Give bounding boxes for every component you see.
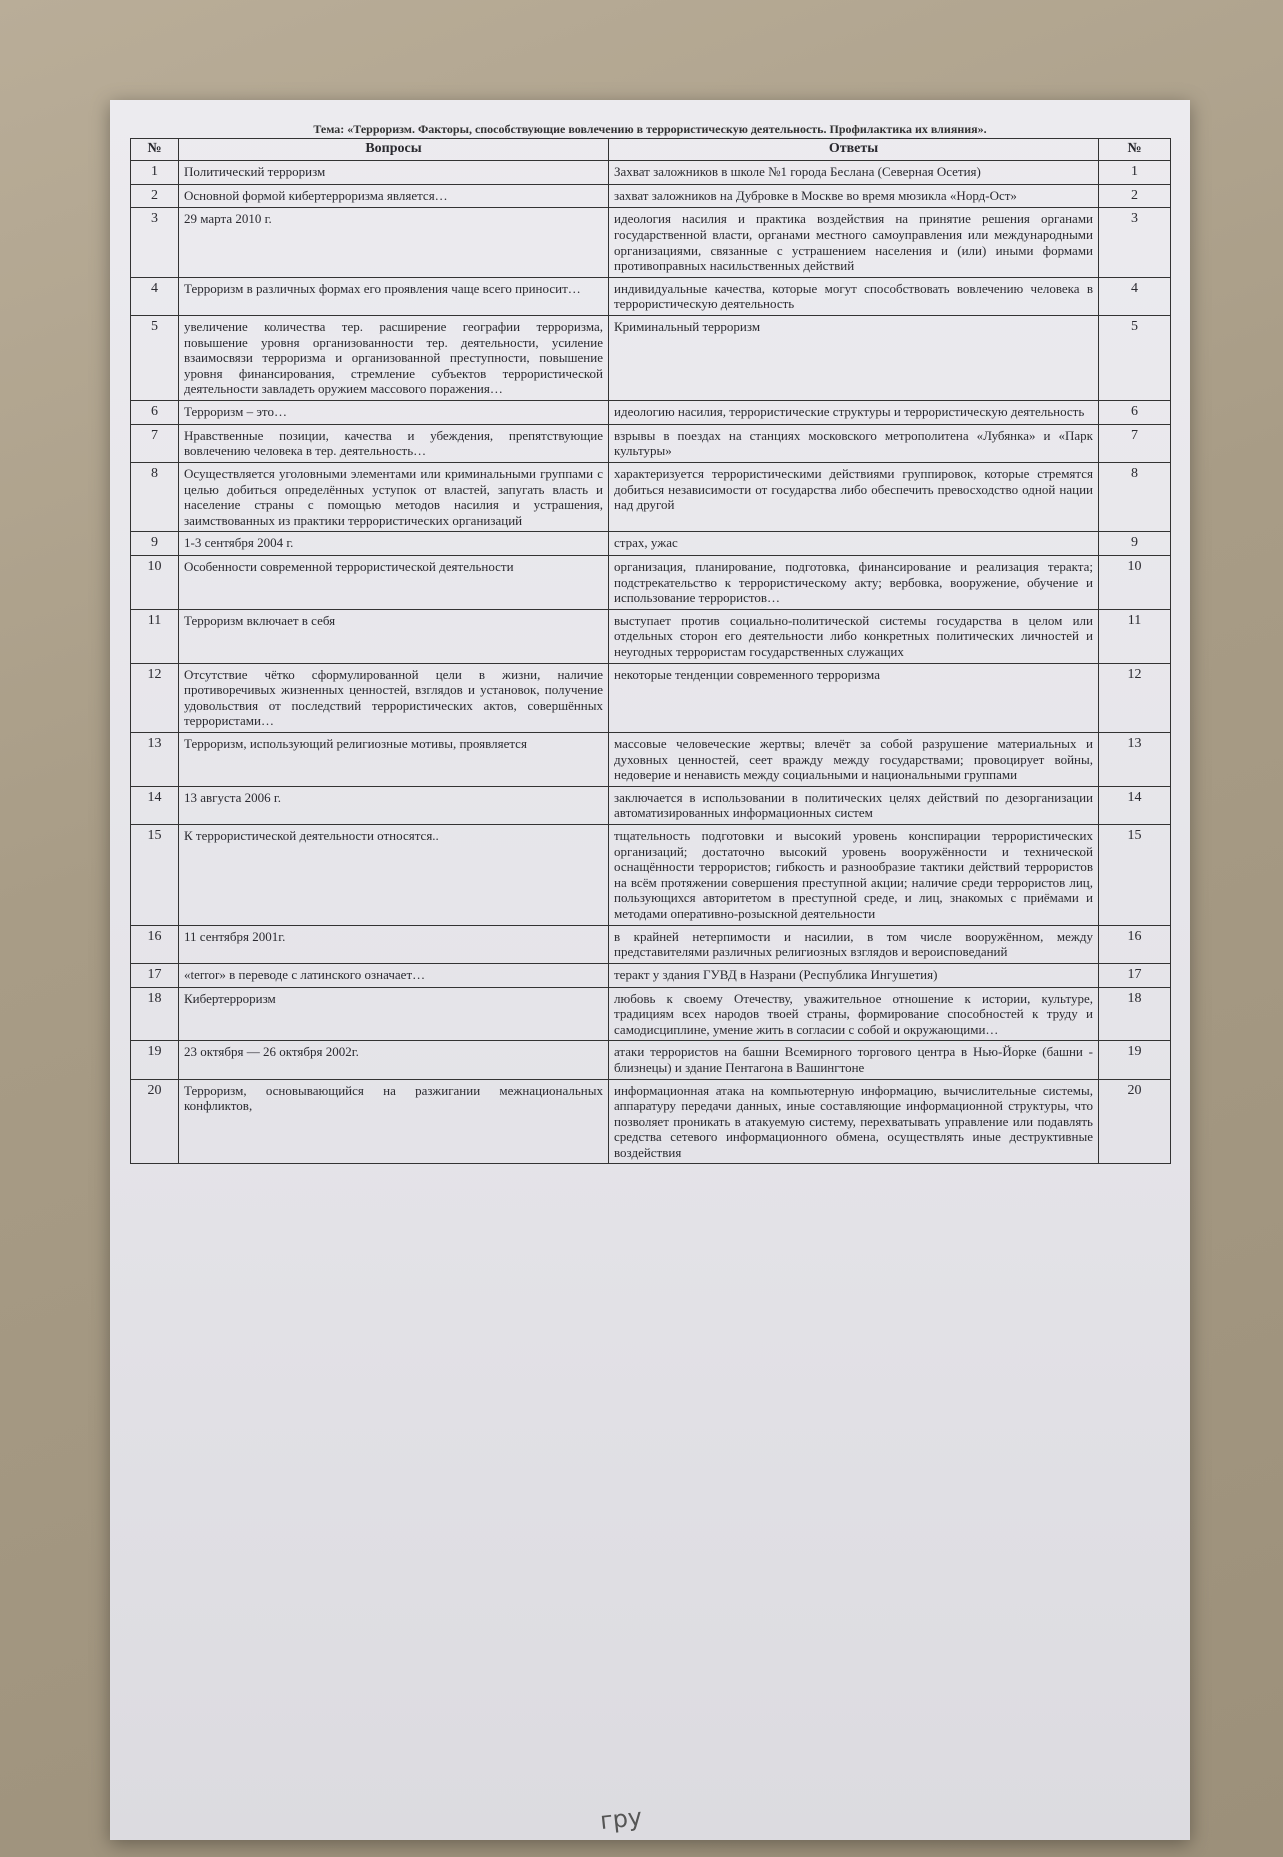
handwritten-scribble: гру [598,1802,644,1836]
answer-text: захват заложников на Дубровке в Москве во время мюзикла «Норд-Ост» [609,184,1099,208]
question-text: Терроризм в различных формах его проявления чаще всего приносит… [179,277,609,315]
answer-text: индивидуальные качества, которые могут способствовать вовлечению человека в террористическую деятельность [609,277,1099,315]
question-number: 8 [131,462,179,531]
answer-text: любовь к своему Отечеству, уважительное отношение к истории, культуре, традициям всех народов твоей страны, формирование способностей к труду и самодисциплине, умение жить в согласии с собой и окружающими… [609,987,1099,1041]
answer-number: 15 [1099,824,1171,925]
table-row [131,1079,1171,1164]
answer-text: идеология насилия и практика воздействия на принятие решения органами государственной власти, органами местного самоуправления или международными организациями, связанные с устрашением населения и (или) иными формами противоправных насильственных действий [609,208,1099,277]
answer-number: 5 [1099,315,1171,400]
answer-text: массовые человеческие жертвы; влечёт за собой разрушение материальных и духовных ценностей, сеет вражду между государствами; провоцирует войны, недоверие и ненависть между социальными и национальными группами [609,733,1099,787]
answer-text: некоторые тенденции современного терроризма [609,663,1099,732]
question-text: Политический терроризм [179,160,609,184]
answer-number: 8 [1099,462,1171,531]
answer-text: характеризуется террористическими действиями группировок, которые стремятся добиться независимости от государства либо обеспечить превосходство одной нации над другой [609,462,1099,531]
question-text: 13 августа 2006 г. [179,786,609,824]
question-number: 14 [131,786,179,824]
answer-number: 7 [1099,424,1171,462]
answer-number: 13 [1099,733,1171,787]
header-questions: Вопросы [179,139,609,161]
header-num-left: № [131,139,179,161]
question-number: 17 [131,963,179,987]
answer-number: 18 [1099,987,1171,1041]
question-number: 15 [131,824,179,925]
answer-text: Криминальный терроризм [609,315,1099,400]
table-row [131,609,1171,663]
answer-number: 2 [1099,184,1171,208]
answer-number: 17 [1099,963,1171,987]
answer-text: организация, планирование, подготовка, финансирование и реализация теракта; подстрекательство к террористическому акту; вербовка, вооружение, обучение и использование террористов… [609,556,1099,610]
table-row [131,400,1171,424]
question-number: 2 [131,184,179,208]
question-number: 5 [131,315,179,400]
answer-number: 19 [1099,1041,1171,1079]
table-row [131,786,1171,824]
header-num-right: № [1099,139,1171,161]
question-text: Терроризм, основывающийся на разжигании межнациональных конфликтов, [179,1079,609,1164]
answer-number: 20 [1099,1079,1171,1164]
question-text: К террористической деятельности относятся.. [179,824,609,925]
answer-number: 14 [1099,786,1171,824]
question-text: Терроризм – это… [179,400,609,424]
question-text: 23 октября — 26 октября 2002г. [179,1041,609,1079]
question-number: 20 [131,1079,179,1164]
table-row [131,315,1171,400]
question-text: Осуществляется уголовными элементами или криминальными группами с целью добиться определённых уступок от властей, запугать власть и население страны с помощью методов насилия и устрашения, заимствованных из практики террористических организаций [179,462,609,531]
table-row [131,663,1171,732]
question-text: Отсутствие чётко сформулированной цели в жизни, наличие противоречивых жизненных ценностей, взглядов и установок, получение удовольствия от последствий террористических актов, совершённых террористами… [179,663,609,732]
question-text: Основной формой кибертерроризма является… [179,184,609,208]
table-row [131,556,1171,610]
answer-text: теракт у здания ГУВД в Назрани (Республика Ингушетия) [609,963,1099,987]
question-text: Терроризм, использующий религиозные мотивы, проявляется [179,733,609,787]
table-row [131,184,1171,208]
table-row [131,532,1171,556]
question-number: 19 [131,1041,179,1079]
answer-number: 3 [1099,208,1171,277]
question-number: 12 [131,663,179,732]
question-text: Особенности современной террористической деятельности [179,556,609,610]
question-number: 13 [131,733,179,787]
table-row [131,963,1171,987]
question-text: Кибертерроризм [179,987,609,1041]
answer-text: Захват заложников в школе №1 города Беслана (Северная Осетия) [609,160,1099,184]
table-body [131,160,1171,1164]
answer-text: тщательность подготовки и высокий уровень конспирации террористических организаций; достаточно высокий уровень вооружённости и технической оснащённости террористов; гибкость и разнообразие тактики действий террористов на всём протяжении совершения преступной акции; наличие среди террористов лиц, пользующихся авторитетом в преступной среде, и лиц, знакомых с приёмами и методами оперативно-розыскной деятельности [609,824,1099,925]
table-row [131,160,1171,184]
question-number: 4 [131,277,179,315]
answer-number: 4 [1099,277,1171,315]
answer-text: идеологию насилия, террористические структуры и террористическую деятельность [609,400,1099,424]
question-number: 10 [131,556,179,610]
question-text: увеличение количества тер. расширение географии терроризма, повышение уровня организованности тер. деятельности, усиление взаимосвязи терроризма и организованной преступности, повышение уровня финансирования, стремление субъектов террористической деятельности завладеть оружием массового поражения… [179,315,609,400]
answer-number: 9 [1099,532,1171,556]
matching-table [130,138,1171,1164]
worksheet [130,120,1170,1164]
question-text: 11 сентября 2001г. [179,925,609,963]
answer-text: взрывы в поездах на станциях московского метрополитена «Лубянка» и «Парк культуры» [609,424,1099,462]
document-title: Тема: «Терроризм. Факторы, способствующие вовлечению в террористическую деятельность. Профилактика их влияния». [313,122,987,136]
answer-number: 12 [1099,663,1171,732]
table-row [131,424,1171,462]
table-row [131,987,1171,1041]
answer-number: 6 [1099,400,1171,424]
question-number: 9 [131,532,179,556]
table-row [131,925,1171,963]
question-number: 7 [131,424,179,462]
table-row [131,208,1171,277]
answer-text: атаки террористов на башни Всемирного торгового центра в Нью-Йорке (башни - близнецы) и здание Пентагона в Вашингтоне [609,1041,1099,1079]
question-text: «terror» в переводе с латинского означает… [179,963,609,987]
header-answers: Ответы [609,139,1099,161]
question-text: 1-3 сентября 2004 г. [179,532,609,556]
answer-number: 16 [1099,925,1171,963]
table-row [131,824,1171,925]
answer-text: заключается в использовании в политических целях действий по дезорганизации автоматизированных информационных систем [609,786,1099,824]
table-row [131,462,1171,531]
question-number: 6 [131,400,179,424]
answer-number: 10 [1099,556,1171,610]
worksheet-paper [110,100,1190,1840]
question-number: 1 [131,160,179,184]
answer-text: в крайней нетерпимости и насилии, в том числе вооружённом, между представителями различных религиозных взглядов и вероисповеданий [609,925,1099,963]
table-row [131,277,1171,315]
question-number: 11 [131,609,179,663]
answer-text: выступает против социально-политической системы государства в целом или отдельных сторон его деятельности либо конкретных политических личностей и неугодных террористам государственных служащих [609,609,1099,663]
table-row [131,1041,1171,1079]
question-number: 16 [131,925,179,963]
question-text: Терроризм включает в себя [179,609,609,663]
question-number: 3 [131,208,179,277]
table-header-row [131,139,1171,161]
question-text: 29 марта 2010 г. [179,208,609,277]
answer-text: страх, ужас [609,532,1099,556]
answer-text: информационная атака на компьютерную информацию, вычислительные системы, аппаратуру передачи данных, иные составляющие информационной структуры, что позволяет проникать в атакуемую систему, перехватывать управление или подавлять средства сетевого информационного обмена, осуществлять иные деструктивные воздействия [609,1079,1099,1164]
table-row [131,733,1171,787]
question-text: Нравственные позиции, качества и убеждения, препятствующие вовлечению человека в тер. деятельность… [179,424,609,462]
answer-number: 11 [1099,609,1171,663]
question-number: 18 [131,987,179,1041]
answer-number: 1 [1099,160,1171,184]
